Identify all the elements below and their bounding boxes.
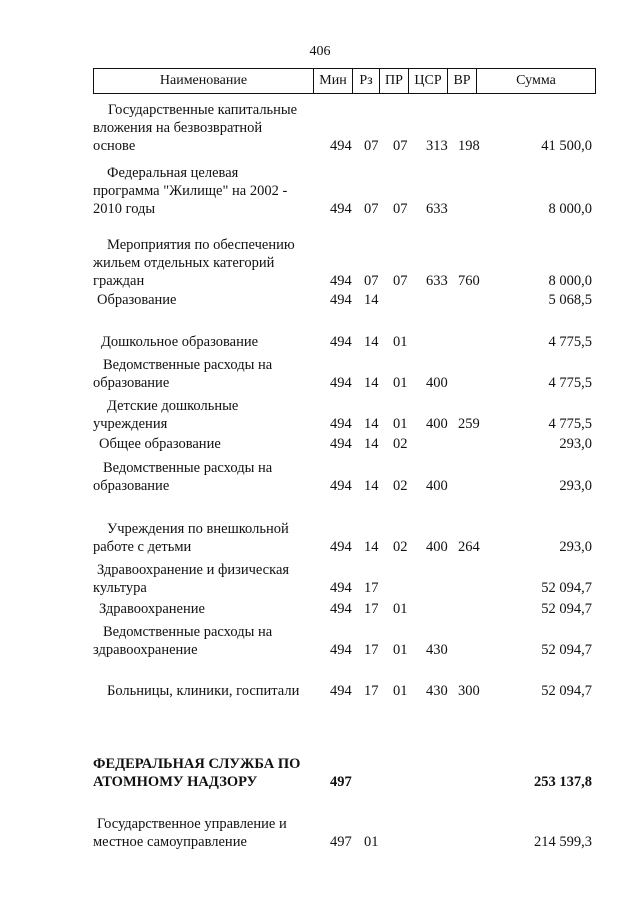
row-min: 494 xyxy=(330,375,352,391)
row-name-line: работе с детьми xyxy=(93,539,192,555)
row-min: 494 xyxy=(330,539,352,555)
row-sum: 52 094,7 xyxy=(541,580,592,596)
row-sum: 41 500,0 xyxy=(541,138,592,154)
row-name-line: Больницы, клиники, госпитали xyxy=(107,683,300,699)
header-pr: ПР xyxy=(380,69,409,94)
row-csr: 633 xyxy=(426,273,448,289)
row-min: 494 xyxy=(330,334,352,350)
row-min: 494 xyxy=(330,138,352,154)
row-pr: 01 xyxy=(393,683,408,699)
row-pr: 01 xyxy=(393,375,408,391)
row-csr: 400 xyxy=(426,416,448,432)
row-name-line: АТОМНОМУ НАДЗОРУ xyxy=(93,774,258,790)
row-min: 494 xyxy=(330,683,352,699)
row-sum: 8 000,0 xyxy=(548,273,592,289)
row-name xyxy=(93,435,323,453)
row-name xyxy=(93,459,323,495)
header-rz: Рз xyxy=(353,69,380,94)
row-name xyxy=(93,236,323,290)
row-min: 494 xyxy=(330,416,352,432)
row-sum: 253 137,8 xyxy=(534,774,592,790)
row-name xyxy=(93,815,323,851)
row-name-line: Ведомственные расходы на xyxy=(103,624,273,640)
row-pr: 02 xyxy=(393,436,408,452)
row-name-line: Здравоохранение и физическая xyxy=(97,562,290,578)
row-sum: 214 599,3 xyxy=(534,834,592,850)
row-pr: 07 xyxy=(393,273,408,289)
row-csr: 400 xyxy=(426,478,448,494)
row-sum: 52 094,7 xyxy=(541,601,592,617)
row-min: 494 xyxy=(330,436,352,452)
header-sum: Сумма xyxy=(477,69,596,94)
row-name-line: Государственные капитальные xyxy=(108,102,298,118)
row-rz: 14 xyxy=(364,292,379,308)
row-rz: 14 xyxy=(364,478,379,494)
row-pr: 07 xyxy=(393,138,408,154)
row-name-line: Образование xyxy=(97,292,177,308)
row-pr: 01 xyxy=(393,601,408,617)
header-csr: ЦСР xyxy=(409,69,448,94)
row-vr: 264 xyxy=(458,539,480,555)
row-pr: 07 xyxy=(393,201,408,217)
row-csr: 400 xyxy=(426,375,448,391)
row-name-line: Мероприятия по обеспечению xyxy=(107,237,295,253)
row-min: 494 xyxy=(330,201,352,217)
row-name-line: учреждения xyxy=(93,416,168,432)
row-name-line: образование xyxy=(93,478,170,494)
row-name-line: Ведомственные расходы на xyxy=(103,357,273,373)
row-name xyxy=(93,333,323,351)
row-sum: 4 775,5 xyxy=(548,334,592,350)
row-rz: 17 xyxy=(364,642,379,658)
row-name-line: местное самоуправление xyxy=(93,834,247,850)
row-pr: 01 xyxy=(393,416,408,432)
row-name-line: Здравоохранение xyxy=(99,601,205,617)
row-rz: 07 xyxy=(364,138,379,154)
row-csr: 430 xyxy=(426,683,448,699)
row-rz: 14 xyxy=(364,436,379,452)
row-name-line: жильем отдельных категорий xyxy=(93,255,275,271)
row-sum: 293,0 xyxy=(559,539,592,555)
row-csr: 313 xyxy=(426,138,448,154)
row-name-line: 2010 годы xyxy=(93,201,156,217)
row-name xyxy=(93,291,323,309)
row-name-line: ФЕДЕРАЛЬНАЯ СЛУЖБА ПО xyxy=(93,756,301,772)
row-min: 494 xyxy=(330,273,352,289)
header-vr: ВР xyxy=(448,69,477,94)
row-csr: 633 xyxy=(426,201,448,217)
row-name-line: программа "Жилище" на 2002 - xyxy=(93,183,288,199)
row-name-line: вложения на безвозвратной xyxy=(93,120,263,136)
row-rz: 07 xyxy=(364,273,379,289)
row-name-line: Ведомственные расходы на xyxy=(103,460,273,476)
row-pr: 01 xyxy=(393,642,408,658)
row-pr: 02 xyxy=(393,478,408,494)
row-name xyxy=(93,623,323,659)
row-name-line: Детские дошкольные xyxy=(107,398,239,414)
row-sum: 52 094,7 xyxy=(541,642,592,658)
row-name xyxy=(93,397,323,433)
row-min: 494 xyxy=(330,601,352,617)
header-min: Мин xyxy=(314,69,353,94)
row-name xyxy=(93,101,323,155)
row-rz: 07 xyxy=(364,201,379,217)
row-min: 497 xyxy=(330,774,352,790)
row-name xyxy=(93,164,323,218)
row-min: 494 xyxy=(330,292,352,308)
row-name xyxy=(93,561,323,597)
row-name-line: Учреждения по внешкольной xyxy=(107,521,289,537)
row-vr: 259 xyxy=(458,416,480,432)
row-name-line: культура xyxy=(93,580,147,596)
row-rz: 17 xyxy=(364,601,379,617)
row-rz: 14 xyxy=(364,334,379,350)
row-csr: 430 xyxy=(426,642,448,658)
row-rz: 17 xyxy=(364,580,379,596)
row-name-line: граждан xyxy=(93,273,145,289)
page-number: 406 xyxy=(309,44,331,59)
row-sum: 4 775,5 xyxy=(548,375,592,391)
row-csr: 400 xyxy=(426,539,448,555)
row-name-line: здравоохранение xyxy=(93,642,198,658)
row-name-line: Общее образование xyxy=(99,436,221,452)
row-name xyxy=(93,356,323,392)
row-sum: 52 094,7 xyxy=(541,683,592,699)
row-sum: 293,0 xyxy=(559,478,592,494)
row-pr: 01 xyxy=(393,334,408,350)
row-min: 497 xyxy=(330,834,352,850)
row-min: 494 xyxy=(330,478,352,494)
row-sum: 4 775,5 xyxy=(548,416,592,432)
row-name-line: Государственное управление и xyxy=(97,816,287,832)
row-vr: 198 xyxy=(458,138,480,154)
row-rz: 14 xyxy=(364,416,379,432)
row-sum: 293,0 xyxy=(559,436,592,452)
row-name-line: образование xyxy=(93,375,170,391)
row-name xyxy=(93,682,323,700)
row-min: 494 xyxy=(330,642,352,658)
row-vr: 300 xyxy=(458,683,480,699)
row-name xyxy=(93,520,323,556)
row-name-line: Федеральная целевая xyxy=(107,165,239,181)
row-rz: 17 xyxy=(364,683,379,699)
row-vr: 760 xyxy=(458,273,480,289)
row-pr: 02 xyxy=(393,539,408,555)
row-name-line: Дошкольное образование xyxy=(101,334,259,350)
row-rz: 01 xyxy=(364,834,379,850)
row-name xyxy=(93,755,323,791)
row-rz: 14 xyxy=(364,375,379,391)
row-sum: 5 068,5 xyxy=(548,292,592,308)
row-sum: 8 000,0 xyxy=(548,201,592,217)
row-name xyxy=(93,600,323,618)
row-rz: 14 xyxy=(364,539,379,555)
row-name-line: основе xyxy=(93,138,136,154)
row-min: 494 xyxy=(330,580,352,596)
header-name: Наименование xyxy=(94,69,314,94)
